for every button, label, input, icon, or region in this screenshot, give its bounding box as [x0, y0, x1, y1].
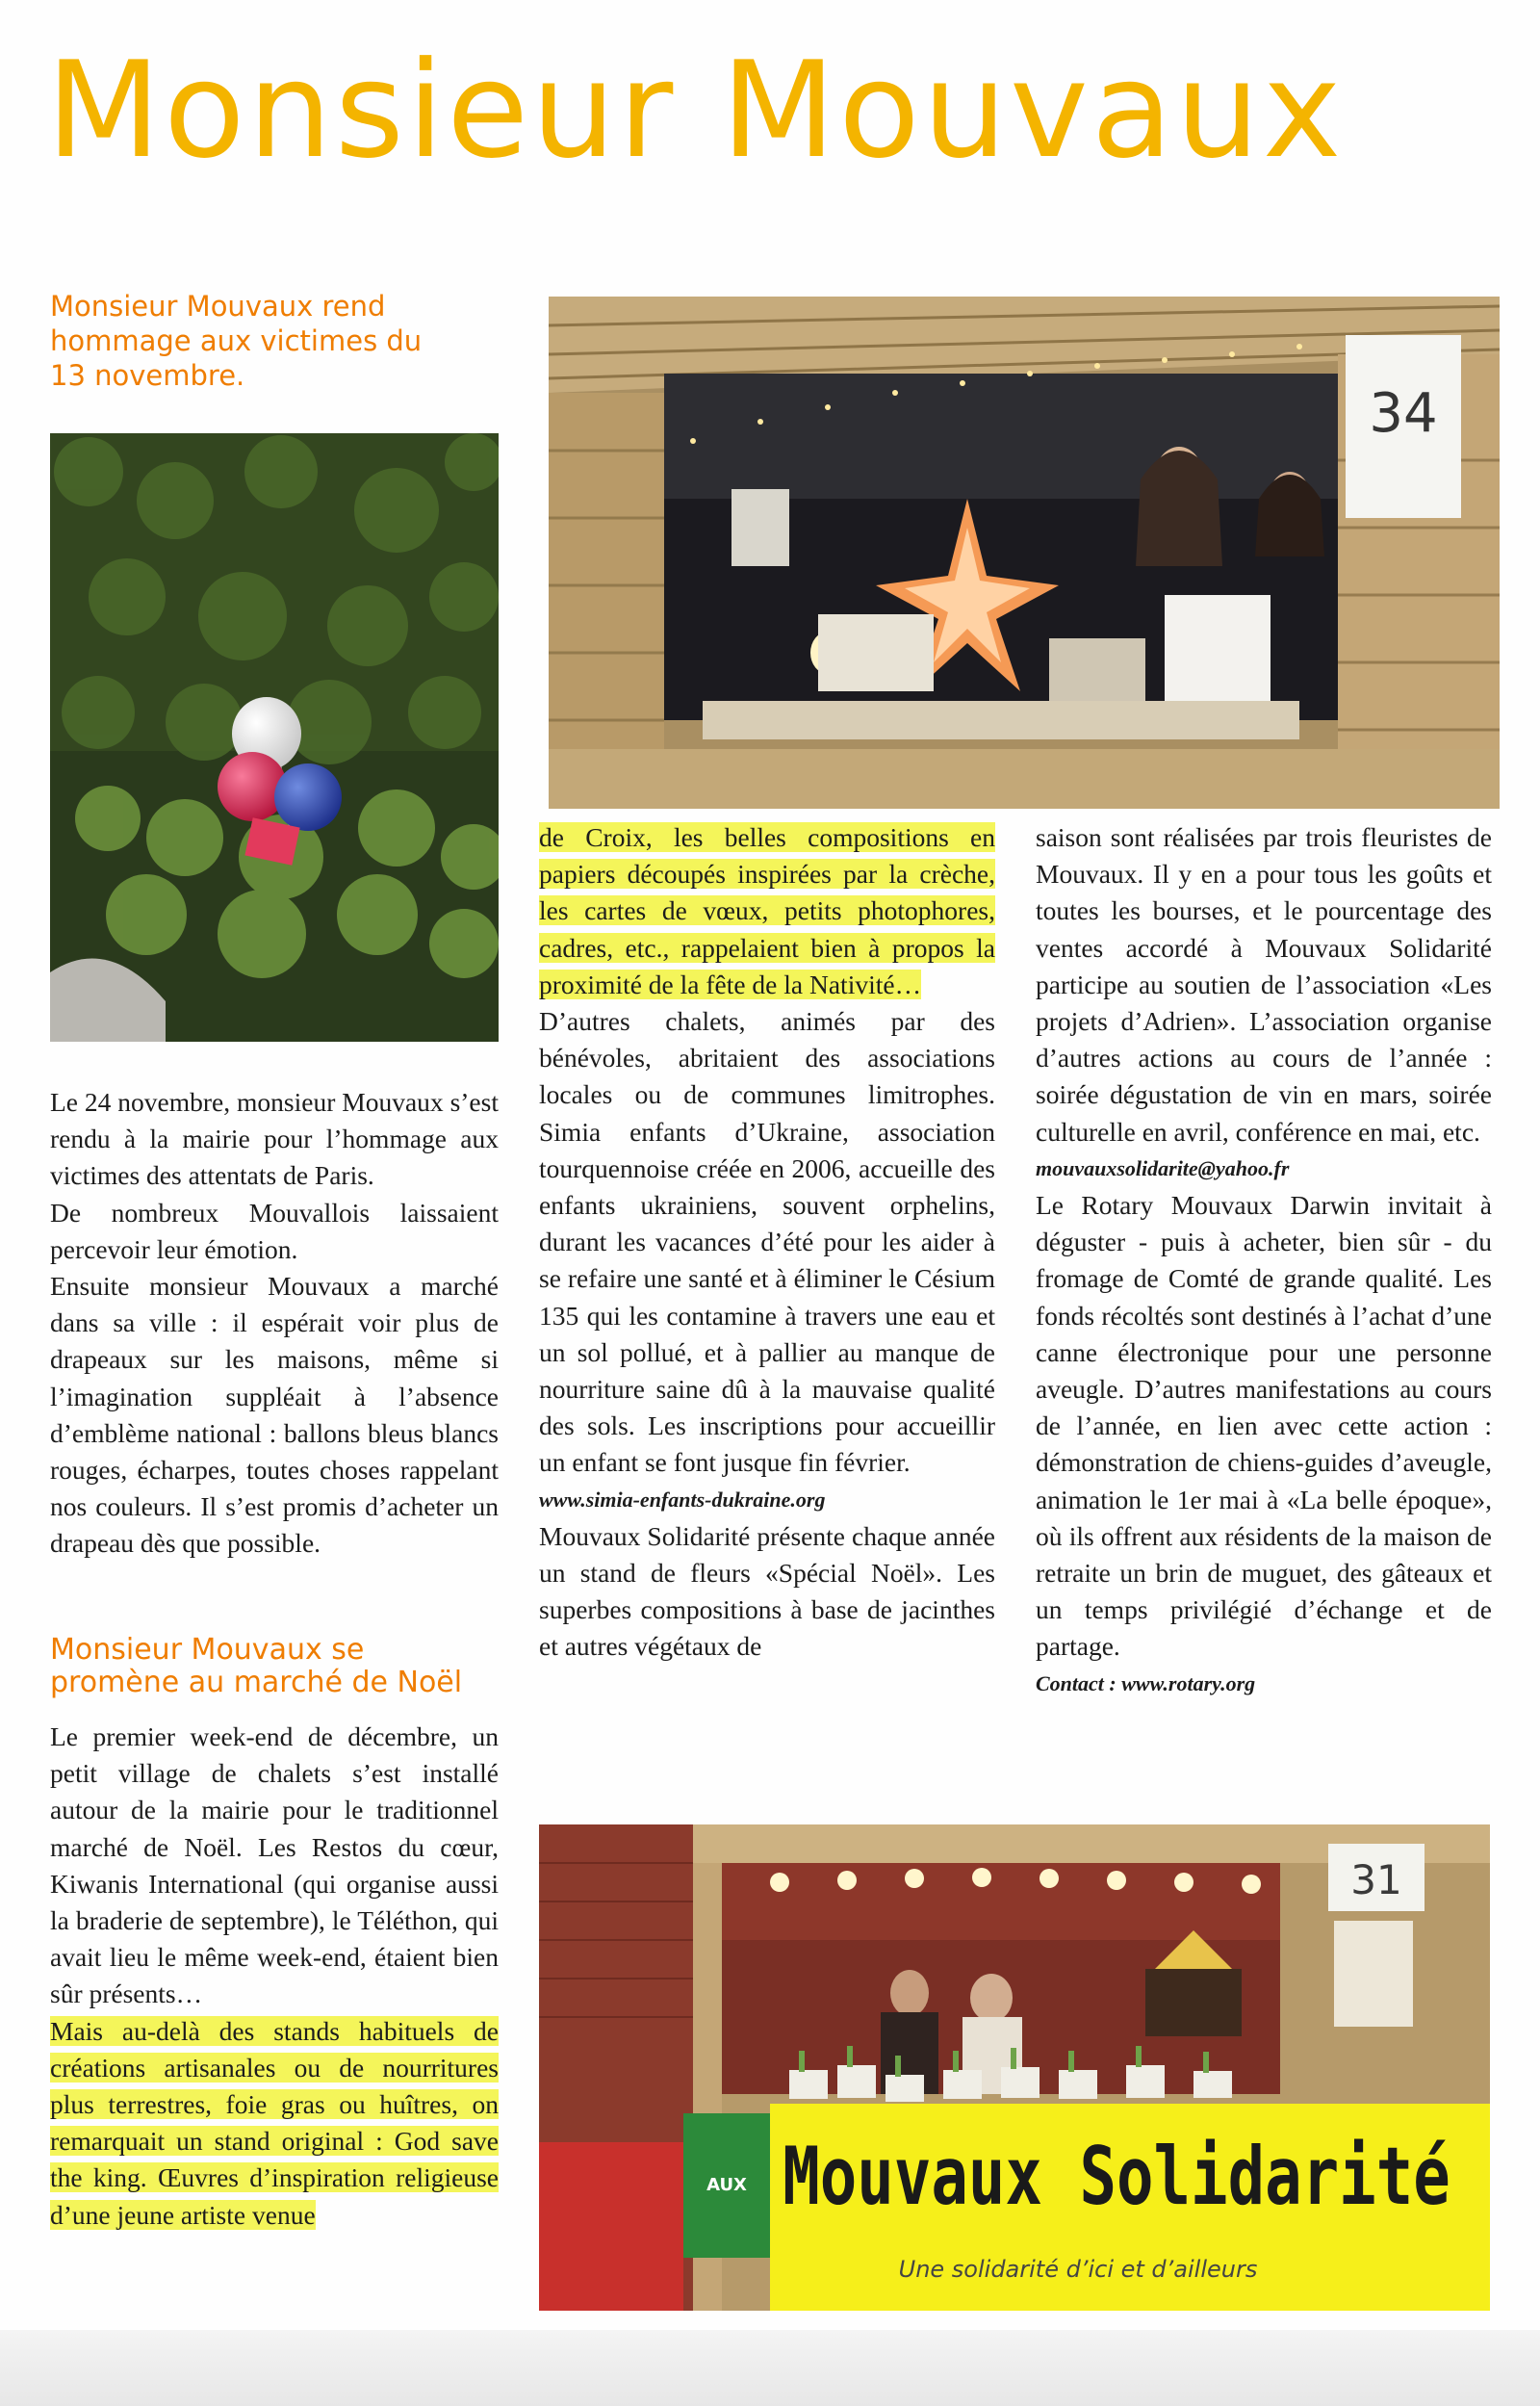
stand-number-34: 34 [1369, 382, 1438, 445]
article2-paragraph: Le premier week-end de décembre, un petit village de chalets s’est installé autour de la mairie pour le traditionnel marché de Noël. Les Restos du cœur, Kiwanis International (qui organise aussi la braderie de septembre), le Téléthon, qui avait lieu le même week-end, étaient bien sûr présents… [50, 1721, 499, 2009]
banner-slogan: Une solidarité d’ici et d’ailleurs [898, 2256, 1258, 2283]
article1-paragraph: Le 24 novembre, monsieur Mouvaux s’est rendu à la mairie pour l’hommage aux victimes des attentats de Paris. [50, 1087, 499, 1191]
article2-paragraph-highlighted [50, 2013, 499, 2234]
article1-heading: Monsieur Mouvaux rend hommage aux victimes du 13 novembre. [50, 290, 423, 392]
article1-paragraph: Ensuite monsieur Mouvaux a marché dans sa ville : il espérait voir plus de drapeaux sur les maisons, même si l’imagination suppléait à l’absence d’emblème national : ballons bleus blancs rouges, écharpes, toutes choses rappelant nos couleurs. Il s’est promis d’acheter un drapeau dès que possible. [50, 1271, 499, 1559]
small-sign-text: AUX [706, 2175, 747, 2195]
stand-number-31: 31 [1350, 1856, 1402, 1903]
highlighted-text: de Croix, les belles compositions en papiers découpés inspirées par la crèche, les cartes de vœux, petits photophores, cadres, etc., rappelaient bien à propos la proximité de la fête de la Nativité… [539, 822, 995, 999]
article2-paragraph: Le Rotary Mouvaux Darwin invitait à déguster - puis à acheter, bien sûr - du fromage de Comté de grande qualité. Les fonds récoltés sont destinés à l’achat d’une canne électronique pour une personne aveugle. D’autres manifestations au cours de l’année, en lien avec cette action : démonstration de chiens-guides d’aveugle, animation le 1er mai à «La belle époque», où ils offrent aux résidents de la maison de retraite un brin de muguet, des gâteaux et un temps privilégié d’échange et de partage. [1036, 1190, 1492, 1662]
rotary-contact: Contact : www.rotary.org [1036, 1670, 1256, 1695]
chalet-31-photo [539, 1824, 1490, 2311]
balloons-photo [50, 433, 499, 1042]
article1-body [50, 1084, 499, 1563]
article2-heading: Monsieur Mouvaux se promène au marché de Noël [50, 1633, 463, 1699]
article1-paragraph: De nombreux Mouvallois laissaient percevoir leur émotion. [50, 1197, 499, 1264]
article2-paragraph: D’autres chalets, animés par des bénévoles, abritaient des associations locales ou de communes limitrophes. Simia enfants d’Ukraine, association tourquennoise créée en 2006, accueille des enfants ukrainiens, souvent orphelins, durant les vacances d’été pour les aider à se refaire une santé et à éliminer le Césium 135 qui les contamine à travers une eau et un sol pollué, et à pallier au manque de nourriture saine dû à la mauvaise qualité des sols. Les inscriptions pour accueillir un enfant se font jusque fin février. [539, 1006, 995, 1478]
page-bottom-margin [0, 2330, 1540, 2406]
article2-column-1 [50, 1719, 499, 2234]
article2-column-2 [539, 819, 995, 1666]
masthead-title: Monsieur Mouvaux [46, 33, 1345, 188]
article2-paragraph: Mouvaux Solidarité présente chaque année un stand de fleurs «Spécial Noël». Les superbes compositions à base de jacinthes et autres végétaux de [539, 1520, 995, 1662]
simia-url: www.simia-enfants-dukraine.org [539, 1487, 826, 1512]
article2-paragraph: saison sont réalisées par trois fleuristes de Mouvaux. Il y en a pour tous les goûts et toutes les bourses, et le pourcentage des ventes accordé à Mouvaux Solidarité participe au soutien de l’association «Les projets d’Adrien». L’association organise d’autres actions au cours de l’année : soirée dégustation de vin en mars, soirée culturelle en avril, conférence en mai, etc. [1036, 822, 1492, 1147]
mouvaux-solidarite-email: mouvauxsolidarite@yahoo.fr [1036, 1155, 1290, 1180]
highlighted-text: Mais au-delà des stands habituels de créations artisanales ou de nourritures plus terrestres, foie gras ou huîtres, on remarquait un stand original : God save the king. Œuvres d’inspiration religieuse d’une jeune artiste venue [50, 2015, 499, 2230]
article2-column-3 [1036, 819, 1492, 1702]
mouvaux-solidarite-banner: Mouvaux Solidarité [783, 2129, 1450, 2224]
chalet-34-photo [549, 297, 1500, 809]
article2-paragraph-highlighted [539, 819, 995, 1003]
